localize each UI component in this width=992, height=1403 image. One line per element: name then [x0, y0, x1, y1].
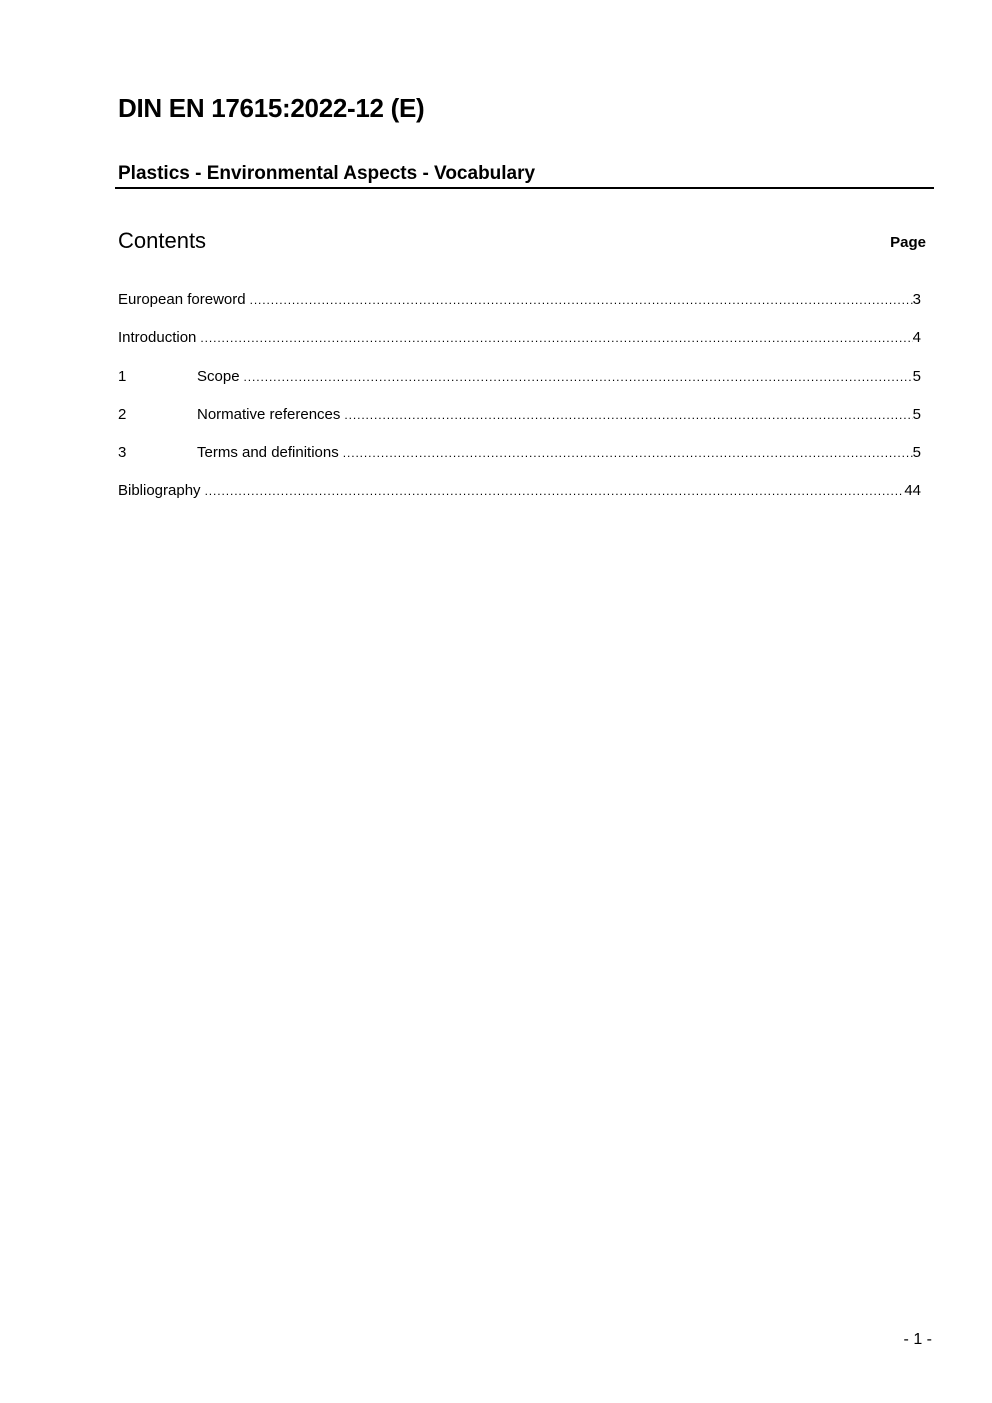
dot-leader	[205, 481, 905, 501]
toc-entry-page: 5	[912, 367, 921, 385]
toc-entry-title: European foreword	[118, 291, 246, 308]
dot-leader	[200, 328, 912, 348]
toc-entry-page: 5	[912, 444, 921, 462]
toc-heading: Contents	[118, 228, 207, 253]
toc-entry-scope[interactable]	[118, 367, 921, 405]
toc-entry-number: 3	[118, 444, 127, 462]
footer-page-number: - 1 -	[903, 1331, 932, 1348]
toc-entry-page: 4	[912, 329, 921, 347]
dot-leader	[343, 443, 913, 463]
document-subtitle: Plastics - Environmental Aspects - Vocabulary	[118, 163, 536, 184]
toc-entry-number: 1	[118, 367, 127, 385]
toc-entry-bibliography[interactable]	[118, 481, 921, 519]
subtitle-rule	[115, 163, 934, 189]
dot-leader	[344, 405, 912, 425]
document-title: DIN EN 17615:2022-12 (E)	[118, 93, 425, 123]
toc-page-column-label: Page	[890, 234, 926, 251]
toc-entry-title: Bibliography	[118, 482, 201, 500]
toc-entry-number: 2	[118, 405, 127, 423]
toc-entry-title: Terms and definitions	[197, 444, 339, 462]
toc-entry-page: 44	[904, 482, 921, 500]
toc-entry-page: 5	[912, 405, 921, 423]
toc-entry-page: 3	[912, 291, 921, 308]
dot-leader	[250, 290, 913, 310]
toc-entry-title: Introduction	[118, 329, 197, 347]
toc-entry-european-foreword[interactable]	[118, 290, 921, 328]
toc-entry-title: Scope	[197, 367, 240, 385]
dot-leader	[244, 367, 913, 387]
table-of-contents	[118, 290, 921, 520]
toc-entry-introduction[interactable]	[118, 328, 921, 366]
toc-entry-terms-and-definitions[interactable]	[118, 443, 921, 481]
toc-entry-normative-references[interactable]	[118, 405, 921, 443]
toc-entry-title: Normative references	[197, 405, 341, 423]
